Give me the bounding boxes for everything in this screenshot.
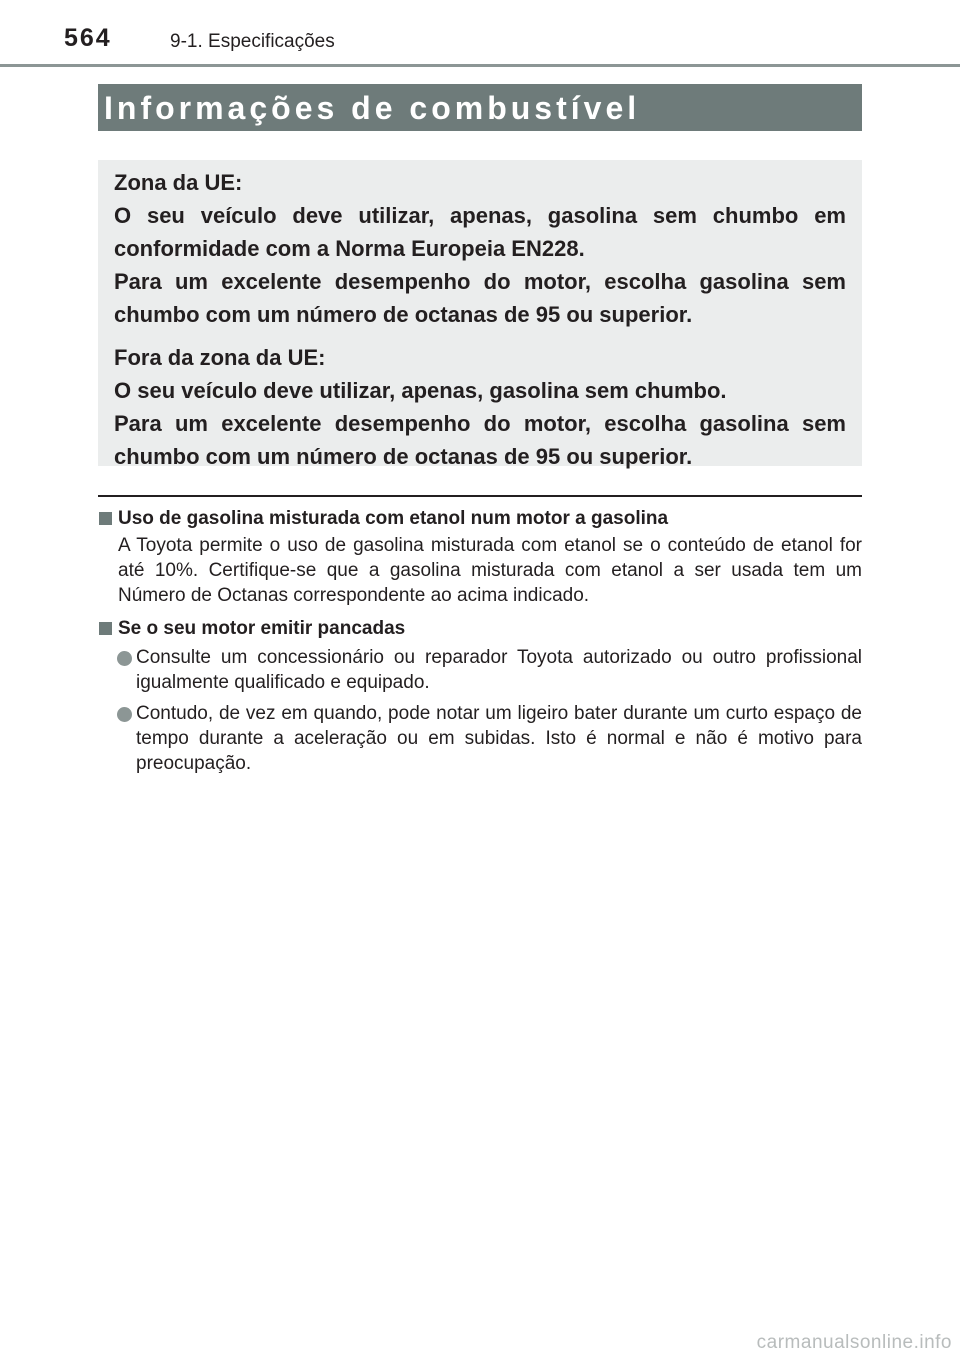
bullet-text: Contudo, de vez em quando, pode notar um ligeiro bater durante um curto espaço de tempo durante a aceleração ou em subidas. Isto é normal e não é motivo para preocupação. [136,703,862,774]
title-bar [98,84,862,131]
circle-bullet-icon [117,707,132,722]
notes-section [98,506,862,782]
eu-zone-recommendation: Para um excelente desempenho do motor, escolha gasolina sem chumbo com um número de octanas de 95 ou superior. [114,269,846,327]
eu-zone-requirement: O seu veículo deve utilizar, apenas, gasolina sem chumbo em conformidade com a Norma Europeia EN228. [114,203,846,261]
non-eu-zone-requirement: O seu veículo deve utilizar, apenas, gasolina sem chumbo. [114,378,727,403]
page-header [0,0,960,70]
bullet-item [98,701,862,776]
section-label: 9-1. Especificações [170,31,335,52]
page-title: Informações de combustível [104,90,641,126]
fuel-info-box [98,160,862,469]
square-bullet-icon [99,512,112,525]
note-heading [98,506,862,531]
note-heading-text: Uso de gasolina misturada com etanol num motor a gasolina [118,508,669,529]
eu-zone-heading: Zona da UE: [114,170,243,195]
bullet-text: Consulte um concessionário ou reparador Toyota autorizado ou outro profissional igualmente qualificado e equipado. [136,647,862,693]
bullet-item [98,645,862,695]
section-divider [98,495,862,497]
note-heading-text: Se o seu motor emitir pancadas [118,618,406,639]
watermark: carmanualsonline.info [756,1332,952,1353]
note-heading [98,616,862,641]
non-eu-zone-recommendation: Para um excelente desempenho do motor, escolha gasolina sem chumbo com um número de octanas de 95 ou superior. [114,411,846,469]
square-bullet-icon [99,622,112,635]
non-eu-zone-heading: Fora da zona da UE: [114,345,326,370]
page-number: 564 [64,24,112,52]
header-divider [0,64,960,67]
circle-bullet-icon [117,651,132,666]
note-body: A Toyota permite o uso de gasolina misturada com etanol se o conteúdo de etanol for até 10%. Certifique-se que a gasolina misturada com etanol a ser usada tem um Número de Octanas correspondente ao acima indicado. [118,535,862,606]
